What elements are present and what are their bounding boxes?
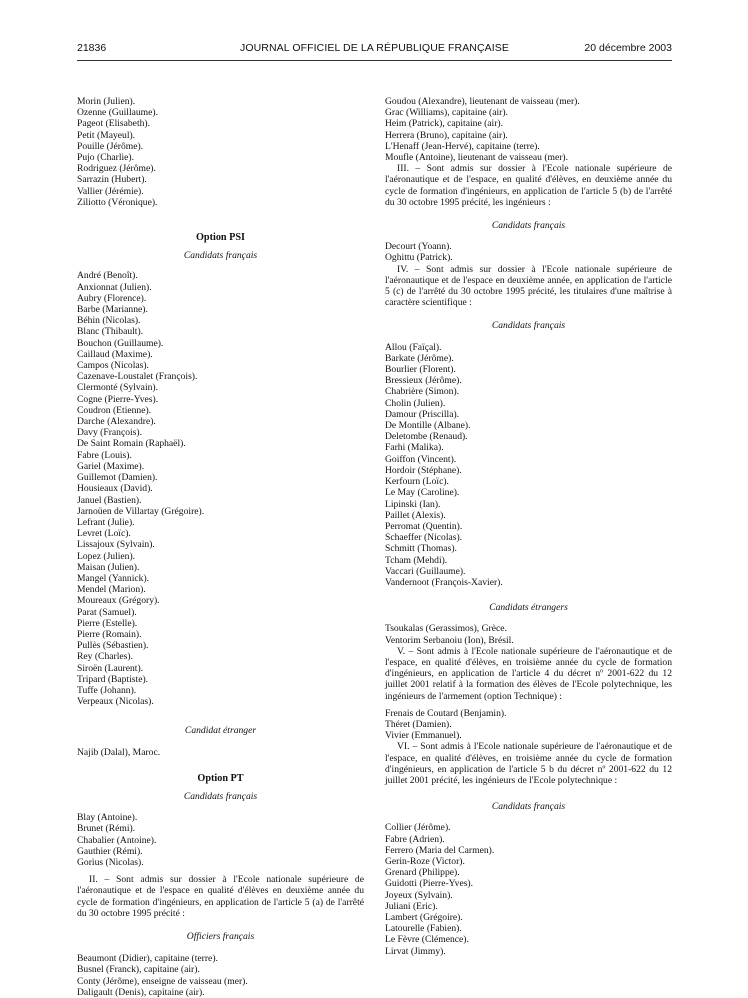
left-column: [77, 96, 364, 998]
subheading-candidats-etrangers: Candidats étrangers: [489, 602, 568, 614]
subheading-officiers-francais: Officiers français: [186, 931, 255, 942]
list-item: Pierre (Romain).: [77, 628, 142, 640]
list-item: Pullès (Sébastien).: [77, 640, 149, 652]
list-item: Moufle (Antoine), lieutenant de vaisseau (mer).: [385, 152, 569, 164]
name-list: [385, 708, 672, 742]
list-item: Latourelle (Fabien).: [385, 923, 462, 935]
list-item: Rey (Charles).: [77, 651, 133, 663]
list-item: Mangel (Yannick).: [77, 572, 150, 584]
list-item: Tsoukalas (Gerassimos), Grèce.: [385, 623, 507, 635]
name-list: [385, 241, 672, 263]
list-item: Lipinski (Ian).: [385, 498, 441, 510]
name-list: [385, 822, 672, 956]
journal-title: JOURNAL OFFICIEL DE LA RÉPUBLIQUE FRANÇAISE: [240, 42, 509, 54]
section-heading-option-pt: Option PT: [197, 772, 244, 784]
list-item: Herrera (Bruno), capitaine (air).: [385, 129, 508, 141]
list-item: Gerin-Roze (Victor).: [385, 855, 465, 867]
list-item: Guillemot (Damien).: [77, 472, 158, 484]
list-item: Grenard (Philippe).: [385, 867, 460, 879]
list-item: Deletombe (Renaud).: [385, 431, 468, 443]
list-item: Cazenave-Loustalet (François).: [77, 371, 198, 383]
name-list: [77, 747, 364, 758]
list-item: Gorius (Nicolas).: [77, 856, 144, 868]
list-item: Farhi (Malika).: [385, 442, 444, 454]
list-item: Housieaux (David).: [77, 483, 153, 495]
list-item: De Montille (Albane).: [385, 420, 471, 432]
list-item: Gauthier (Rémi).: [77, 845, 143, 857]
subheading-candidat-etranger: Candidat étranger: [184, 725, 257, 737]
list-item: Lissajoux (Sylvain).: [77, 539, 155, 551]
name-list: [77, 953, 364, 998]
paragraph-v: V. – Sont admis à l'Ecole nationale supérieure de l'aéronautique et de l'espace, en qualité d'élèves, en troisième année du cycle de formation d'ingénieurs, en application de l'article 4 du décret nº 2001-622 du 12 juillet 2001 relatif à la formation des élèves de l'Ecole polytechnique, les ingénieurs de l'armement (option Technique) :: [385, 645, 672, 702]
subheading-candidats-francais: Candidats français: [491, 320, 566, 332]
right-column: [385, 96, 672, 957]
list-item: Vivier (Emmanuel).: [385, 730, 462, 742]
list-item: Oghittu (Patrick).: [385, 252, 453, 264]
list-item: Le Fèvre (Clémence).: [385, 934, 469, 946]
list-item: Ventorim Serbanoiu (Ion), Brésil.: [385, 634, 514, 646]
section-heading-option-psi: Option PSI: [196, 232, 245, 244]
list-item: Cholin (Julien).: [385, 397, 446, 409]
name-list: [77, 96, 364, 208]
list-item: Cogne (Pierre-Yves).: [77, 393, 159, 405]
list-item: Brunet (Rémi).: [77, 823, 136, 835]
subheading-candidats-francais: Candidats français: [491, 220, 566, 232]
list-item: Najib (Dalal), Maroc.: [77, 746, 161, 758]
list-item: Aubry (Florence).: [77, 292, 147, 304]
list-item: Vallier (Jérémie).: [77, 185, 144, 197]
list-item: Moureaux (Grégory).: [77, 595, 160, 607]
name-list: [385, 342, 672, 588]
page-number: 21836: [77, 42, 107, 54]
list-item: Conty (Jérôme), enseigne de vaisseau (mer).: [77, 975, 248, 987]
list-item: Davy (François).: [77, 427, 143, 439]
subheading-candidats-francais: Candidats français: [183, 790, 258, 802]
list-item: Juliani (Eric).: [385, 900, 438, 912]
list-item: Gariel (Maxime).: [77, 460, 145, 472]
list-item: Beaumont (Didier), capitaine (terre).: [77, 953, 218, 965]
list-item: Lirvat (Jimmy).: [385, 945, 446, 957]
list-item: Barkate (Jérôme).: [385, 352, 454, 364]
subheading-candidats-francais: Candidats français: [183, 250, 258, 262]
list-item: Tripard (Baptiste).: [77, 673, 149, 685]
list-item: Heim (Patrick), capitaine (air).: [385, 118, 504, 130]
list-item: Coudron (Etienne).: [77, 404, 152, 416]
list-item: Béhin (Nicolas).: [77, 315, 141, 327]
name-list: [385, 623, 672, 645]
list-item: Bouchon (Guillaume).: [77, 337, 164, 349]
list-item: Ozenne (Guillaume).: [77, 107, 158, 119]
list-item: Goudou (Alexandre), lieutenant de vaisseau (mer).: [385, 96, 580, 107]
list-item: Pageot (Elisabeth).: [77, 118, 150, 130]
list-item: Januel (Bastien).: [77, 494, 142, 506]
list-item: L'Henaff (Jean-Hervé), capitaine (terre).: [385, 140, 540, 152]
list-item: Pujo (Charlie).: [77, 152, 135, 164]
list-item: Daligault (Denis), capitaine (air).: [77, 986, 205, 998]
list-item: Fabre (Adrien).: [385, 833, 445, 845]
list-item: Tcham (Mehdi).: [385, 554, 448, 566]
list-item: Siroën (Laurent).: [77, 662, 144, 674]
name-list: [77, 812, 364, 868]
list-item: Hordoir (Stéphane).: [385, 464, 462, 476]
list-item: Fabre (Louis).: [77, 449, 132, 461]
list-item: Anxionnat (Julien).: [77, 281, 152, 293]
paragraph-vi: VI. – Sont admis à l'Ecole nationale supérieure de l'aéronautique et de l'espace, en qualité d'élèves, en troisième année du cycle de formation d'ingénieurs, en application de l'article 5 b du décret nº 2001-622 du 12 juillet 2001 précité, les ingénieurs de l'Ecole polytechnique :: [385, 741, 672, 786]
list-item: Kerfourn (Loïc).: [385, 476, 449, 488]
list-item: Morin (Julien).: [77, 96, 136, 107]
list-item: Bressieux (Jérôme).: [385, 375, 462, 387]
list-item: Lefrant (Julie).: [77, 516, 135, 528]
list-item: Le May (Caroline).: [385, 487, 460, 499]
list-item: Darche (Alexandre).: [77, 416, 156, 428]
list-item: Chabalier (Antoine).: [77, 834, 157, 846]
name-list: [77, 270, 364, 707]
list-item: De Saint Romain (Raphaël).: [77, 438, 186, 450]
list-item: Schmitt (Thomas).: [385, 543, 457, 555]
list-item: Barbe (Marianne).: [77, 304, 148, 316]
subheading-candidats-francais: Candidats français: [491, 801, 566, 813]
list-item: Blanc (Thibault).: [77, 326, 144, 338]
list-item: Lambert (Grégoire).: [385, 912, 463, 923]
list-item: Ferrero (Maria del Carmen).: [385, 844, 495, 856]
page-header: [77, 42, 672, 56]
header-rule: [77, 60, 672, 61]
paragraph-iv: IV. – Sont admis sur dossier à l'Ecole nationale supérieure de l'aéronautique et de l'espace en deuxième année, en application de l'article 5 (c) de l'arrêté du 30 octobre 1995 précité, les titulaires d'une maîtrise à caractère scientifique :: [385, 263, 672, 309]
list-item: Petit (Mayeul).: [77, 129, 136, 141]
list-item: Schaeffer (Nicolas).: [385, 532, 463, 544]
list-item: Théret (Damien).: [385, 718, 452, 730]
paragraph-iii: III. – Sont admis sur dossier à l'Ecole nationale supérieure de l'aéronautique et de l'espace, en qualité d'élèves, en deuxième année du cycle de formation d'ingénieurs, en application de l'article 5 (b) de l'arrêté du 30 octobre 1995 précité, les ingénieurs :: [385, 163, 672, 208]
name-list: [385, 96, 672, 163]
list-item: Sarrazin (Hubert).: [77, 174, 147, 186]
list-item: Joyeux (Sylvain).: [385, 889, 453, 901]
list-item: Perromat (Quentin).: [385, 520, 463, 532]
list-item: Jarnoüen de Villartay (Grégoire).: [77, 505, 205, 517]
list-item: Verpeaux (Nicolas).: [77, 696, 154, 708]
list-item: Pierre (Estelle).: [77, 617, 138, 629]
list-item: Tuffe (Johann).: [77, 684, 137, 696]
list-item: Levret (Loïc).: [77, 528, 131, 540]
list-item: Lopez (Julien).: [77, 550, 136, 562]
list-item: Ziliotto (Véronique).: [77, 196, 158, 208]
list-item: Damour (Priscilla).: [385, 408, 460, 420]
list-item: Blay (Antoine).: [77, 812, 138, 824]
list-item: Clermonté (Sylvain).: [77, 382, 158, 394]
list-item: Collier (Jérôme).: [385, 822, 451, 834]
list-item: André (Benoît).: [77, 270, 138, 282]
list-item: Vandernoot (François-Xavier).: [385, 576, 503, 588]
list-item: Grac (Williams), capitaine (air).: [385, 107, 508, 119]
list-item: Frenais de Coutard (Benjamin).: [385, 707, 507, 719]
list-item: Busnel (Franck), capitaine (air).: [77, 964, 200, 976]
list-item: Chabrière (Simon).: [385, 386, 460, 398]
list-item: Vaccari (Guillaume).: [385, 565, 466, 577]
publication-date: 20 décembre 2003: [584, 42, 672, 54]
list-item: Decourt (Yoann).: [385, 241, 452, 253]
list-item: Bourlier (Florent).: [385, 364, 456, 376]
list-item: Allou (Faïçal).: [385, 341, 442, 353]
list-item: Guidotti (Pierre-Yves).: [385, 878, 474, 890]
list-item: Parat (Samuel).: [77, 606, 137, 618]
list-item: Paillet (Alexis).: [385, 509, 446, 521]
list-item: Rodriguez (Jérôme).: [77, 163, 156, 175]
list-item: Campos (Nicolas).: [77, 360, 149, 372]
list-item: Maisan (Julien).: [77, 561, 140, 573]
list-item: Mendel (Marion).: [77, 584, 146, 596]
list-item: Caillaud (Maxime).: [77, 348, 153, 360]
list-item: Pouille (Jérôme).: [77, 140, 144, 152]
paragraph-ii: II. – Sont admis sur dossier à l'Ecole nationale supérieure de l'aéronautique et de l'espace en qualité d'élèves en deuxième année du cycle de formation d'ingénieurs, en application de l'article 5 (a) de l'arrêté du 30 octobre 1995 précité :: [77, 874, 364, 919]
list-item: Goiffon (Vincent).: [385, 453, 457, 465]
